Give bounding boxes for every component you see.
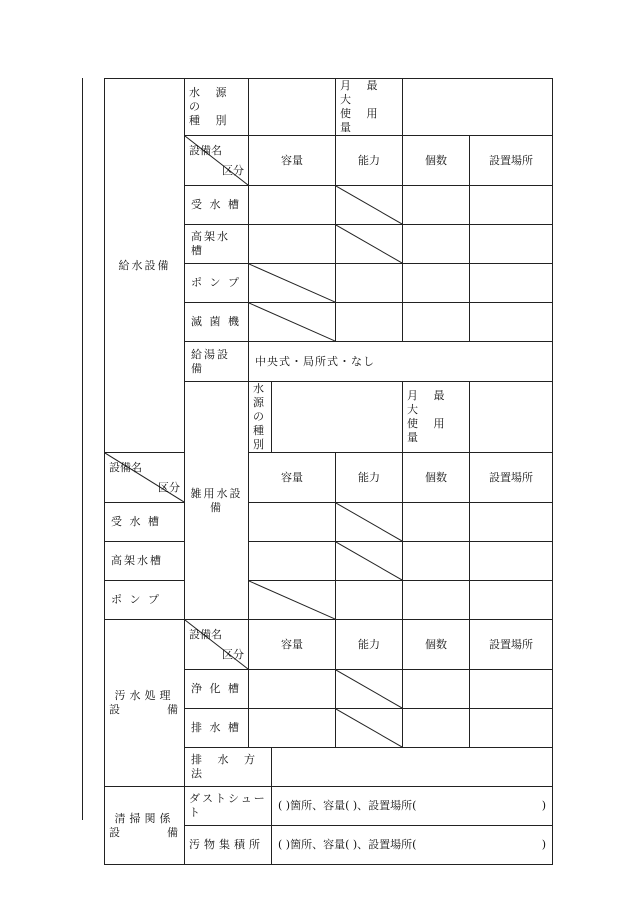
equip-name-label: 設備名 [189,627,222,641]
col-count: 個数 [403,136,470,186]
ability-cell-crossed [336,542,403,581]
count-cell[interactable] [403,225,470,264]
count-cell[interactable] [403,503,470,542]
misc-max-value[interactable] [470,382,553,453]
col-location: 設置場所 [470,620,553,670]
location-cell[interactable] [470,542,553,581]
supply-section-title: 給水設備 [105,79,185,453]
col-location: 設置場所 [470,136,553,186]
location-cell[interactable] [470,670,553,709]
row-label: 高架水槽 [105,542,185,581]
facility-table [104,78,553,865]
capacity-cell[interactable] [249,503,336,542]
supply-source-value[interactable] [249,79,336,136]
count-cell[interactable] [403,581,470,620]
capacity-cell-crossed [249,303,336,342]
row-label: 滅 菌 機 [185,303,249,342]
location-cell[interactable] [470,264,553,303]
location-cell[interactable] [470,303,553,342]
dust-chute-value[interactable]: ( )箇所、容量( )、設置場所( ) [272,787,553,826]
drain-method-value[interactable] [272,748,553,787]
location-cell[interactable] [470,186,553,225]
row-label: 排 水 槽 [185,709,249,748]
cleaning-section-title: 清掃関係 設 備 [105,787,185,865]
count-cell[interactable] [403,303,470,342]
misc-header-diagonal [105,453,185,503]
equip-name-label: 設備名 [189,143,222,157]
hotwater-label: 給湯設備 [185,342,249,382]
row-label: ポ ン プ [105,581,185,620]
supply-source-label: 水 源 の 種 別 [185,79,249,136]
row-label: 受 水 槽 [105,503,185,542]
col-capacity: 容量 [249,620,336,670]
capacity-cell[interactable] [249,542,336,581]
ability-cell-crossed [336,670,403,709]
col-capacity: 容量 [249,453,336,503]
col-location: 設置場所 [470,453,553,503]
col-ability: 能力 [336,453,403,503]
capacity-cell[interactable] [249,225,336,264]
count-cell[interactable] [403,542,470,581]
sewage-header-diagonal [185,620,249,670]
misc-source-label: 水 源 の 種 別 [249,382,272,453]
count-cell[interactable] [403,264,470,303]
ability-cell-crossed [336,186,403,225]
waste-storage-label: 汚物集積所 [185,826,272,865]
location-cell[interactable] [470,503,553,542]
hotwater-value[interactable]: 中央式・局所式・なし [249,342,553,382]
row-label: 浄 化 槽 [185,670,249,709]
ability-cell[interactable] [336,303,403,342]
dust-chute-label: ダストシュート [185,787,272,826]
count-cell[interactable] [403,709,470,748]
row-label: 受 水 槽 [185,186,249,225]
row-label: ポ ン プ [185,264,249,303]
col-count: 個数 [403,620,470,670]
ability-cell-crossed [336,709,403,748]
count-cell[interactable] [403,670,470,709]
equip-name-label: 設備名 [109,460,142,474]
location-cell[interactable] [470,225,553,264]
supply-header-diagonal [185,136,249,186]
location-cell[interactable] [470,581,553,620]
capacity-cell[interactable] [249,709,336,748]
supply-max-value[interactable] [403,79,553,136]
drain-method-label: 排 水 方 法 [185,748,272,787]
capacity-cell-crossed [249,264,336,303]
col-ability: 能力 [336,136,403,186]
location-cell[interactable] [470,709,553,748]
binding-margin-line [82,78,83,820]
ability-cell-crossed [336,503,403,542]
ability-cell[interactable] [336,264,403,303]
col-count: 個数 [403,453,470,503]
sewage-section-title: 汚水処理 設 備 [105,620,185,787]
capacity-cell[interactable] [249,670,336,709]
supply-max-label: 月 最 大 使 用 量 [336,79,403,136]
misc-max-label: 月 最 大 使 用 量 [403,382,470,453]
capacity-cell-crossed [249,581,336,620]
misc-water-section-title: 雑用水設備 [185,382,249,620]
ability-cell[interactable] [336,581,403,620]
row-label: 高架水槽 [185,225,249,264]
capacity-cell[interactable] [249,186,336,225]
division-label: 区分 [222,163,244,177]
count-cell[interactable] [403,186,470,225]
col-ability: 能力 [336,620,403,670]
waste-storage-value[interactable]: ( )箇所、容量( )、設置場所( ) [272,826,553,865]
misc-source-value[interactable] [272,382,403,453]
col-capacity: 容量 [249,136,336,186]
division-label: 区分 [158,480,180,494]
division-label: 区分 [222,647,244,661]
ability-cell-crossed [336,225,403,264]
